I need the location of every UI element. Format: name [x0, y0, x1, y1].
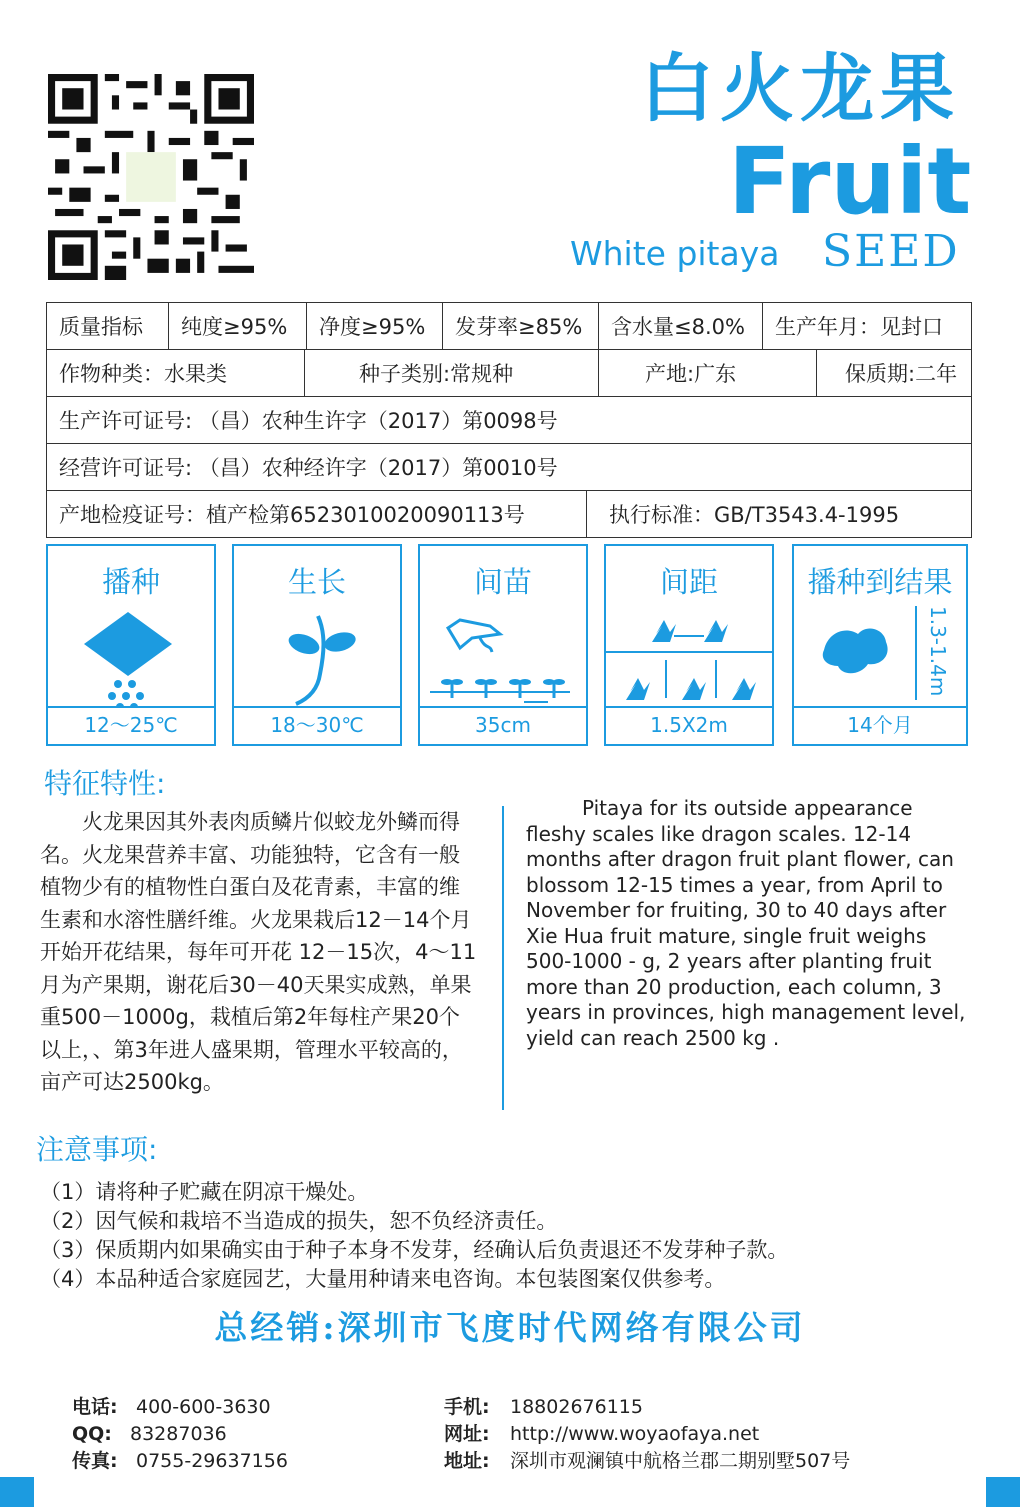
address-label: 地址:: [444, 1450, 490, 1472]
panel-value: 14个月: [794, 706, 966, 744]
standard: 执行标准：GB/T3543.4-1995: [609, 503, 900, 527]
thinning-tool-icon: [420, 604, 586, 708]
info-row-category: [47, 350, 971, 397]
note-item: （1）请将种子贮藏在阴凉干燥处。: [40, 1180, 369, 1204]
panel-title: 播种: [101, 565, 160, 599]
product-subtitle: White pitaya: [570, 234, 780, 273]
panel-value: 18～30℃: [234, 706, 400, 744]
fax-value: 0755-29637156: [136, 1450, 288, 1472]
panel-sowing: [46, 544, 216, 746]
contact-left: [72, 1394, 288, 1475]
product-title-en: Fruit: [728, 128, 972, 235]
web-value[interactable]: http://www.woyaofaya.net: [510, 1423, 760, 1445]
spacing-icon: [606, 604, 772, 708]
cleanliness: 净度≥95%: [307, 303, 443, 349]
shelf-life: 保质期:二年: [845, 362, 958, 386]
notes-list: [40, 1178, 788, 1294]
note-item: （4）本品种适合家庭园艺，大量用种请来电咨询。本包装图案仅供参考。: [40, 1267, 726, 1291]
panel-growth: [232, 544, 402, 746]
seed-packet-icon: [48, 604, 214, 708]
address-value: 深圳市观澜镇中航格兰郡二期别墅507号: [510, 1450, 851, 1472]
features-text-en: Pitaya for its outside appearance fleshy scales like dragon scales. 12-14 months after dragon fruit plant flower, can blossom 12-15 times a year, from April to November for fruiting, 30 to 40 days after Xie Hua fruit mature, single fruit weighs 500-1000 - g, 2 years after planting fruit more than 20 production, each column, 3 years in provinces, high management level, yield can reach 2500 kg .: [526, 796, 966, 1050]
notes-title: 注意事项:: [36, 1133, 158, 1166]
distributor: 总经销:深圳市飞度时代网络有限公司: [214, 1308, 806, 1347]
fax-label: 传真:: [72, 1450, 118, 1472]
corner-mark-right: [986, 1477, 1020, 1507]
purity: 纯度≥95%: [169, 303, 307, 349]
mobile-value: 18802676115: [510, 1396, 643, 1418]
web-label: 网址:: [444, 1423, 490, 1445]
moisture: 含水量≤8.0%: [599, 303, 763, 349]
corner-mark-left: [0, 1477, 34, 1507]
contact-right: [444, 1394, 850, 1475]
mobile-label: 手机:: [444, 1396, 490, 1418]
qr-code-icon: [48, 72, 254, 282]
product-title-cn: 白火龙果: [640, 46, 960, 132]
quality-label: 质量指标: [47, 303, 169, 349]
panel-title: 播种到结果: [807, 565, 953, 599]
panel-value: 35cm: [420, 706, 586, 744]
panel-title: 生长: [287, 565, 346, 599]
info-row-production-license: [47, 397, 971, 444]
panel-thinning: [418, 544, 588, 746]
crop-type: 作物种类：水果类: [47, 350, 305, 396]
origin: 产地:广东: [599, 350, 817, 396]
height-label: 1.3-1.4m: [926, 606, 950, 697]
info-row-quarantine: [47, 491, 971, 537]
production-date: 生产年月：见封口: [775, 315, 943, 339]
phone-label: 电话:: [72, 1396, 118, 1418]
production-license: 生产许可证号: （昌）农种生许字（2017）第0098号: [59, 409, 558, 433]
column-divider: [502, 806, 504, 1110]
sprout-icon: [234, 604, 400, 708]
qq-label: QQ:: [72, 1423, 112, 1445]
seed-type: 种子类别:常规种: [305, 350, 599, 396]
business-license: 经营许可证号: （昌）农种经许字（2017）第0010号: [59, 456, 558, 480]
panel-value: 1.5X2m: [606, 706, 772, 744]
features-title: 特征特性:: [44, 767, 166, 800]
info-row-business-license: [47, 444, 971, 491]
seed-label: SEED: [822, 226, 960, 277]
qq-value: 83287036: [130, 1423, 227, 1445]
features-text-cn: 火龙果因其外表肉质鳞片似蛟龙外鳞而得名。火龙果营养丰富、功能独特，它含有一般植物少有的植物性白蛋白及花青素，丰富的维生素和水溶性膳纤维。火龙果栽后12－14个月开始开花结果，每年可开花 12－15次，4～11月为产果期，谢花后30－40天果实成熟，单果重500－1000g，栽植后第2年每柱产果20个以上，、第3年进人盛果期，管理水平较高的，亩产可达2500kg。: [40, 810, 477, 1094]
panel-title: 间距: [659, 565, 718, 599]
panel-value: 12～25℃: [48, 706, 214, 744]
panel-title: 间苗: [473, 565, 532, 599]
panel-to-fruit: [792, 544, 968, 746]
quarantine-number: 产地检疫证号：植产检第6523010020090113号: [47, 491, 587, 537]
phone-value: 400-600-3630: [136, 1396, 271, 1418]
info-table: [46, 302, 972, 538]
germination-rate: 发芽率≥85%: [443, 303, 599, 349]
info-row-quality: [47, 303, 971, 350]
note-item: （3）保质期内如果确实由于种子本身不发芽，经确认后负责退还不发芽种子款。: [40, 1238, 789, 1262]
panel-spacing: [604, 544, 774, 746]
note-item: （2）因气候和栽培不当造成的损失，恕不负经济责任。: [40, 1209, 558, 1233]
